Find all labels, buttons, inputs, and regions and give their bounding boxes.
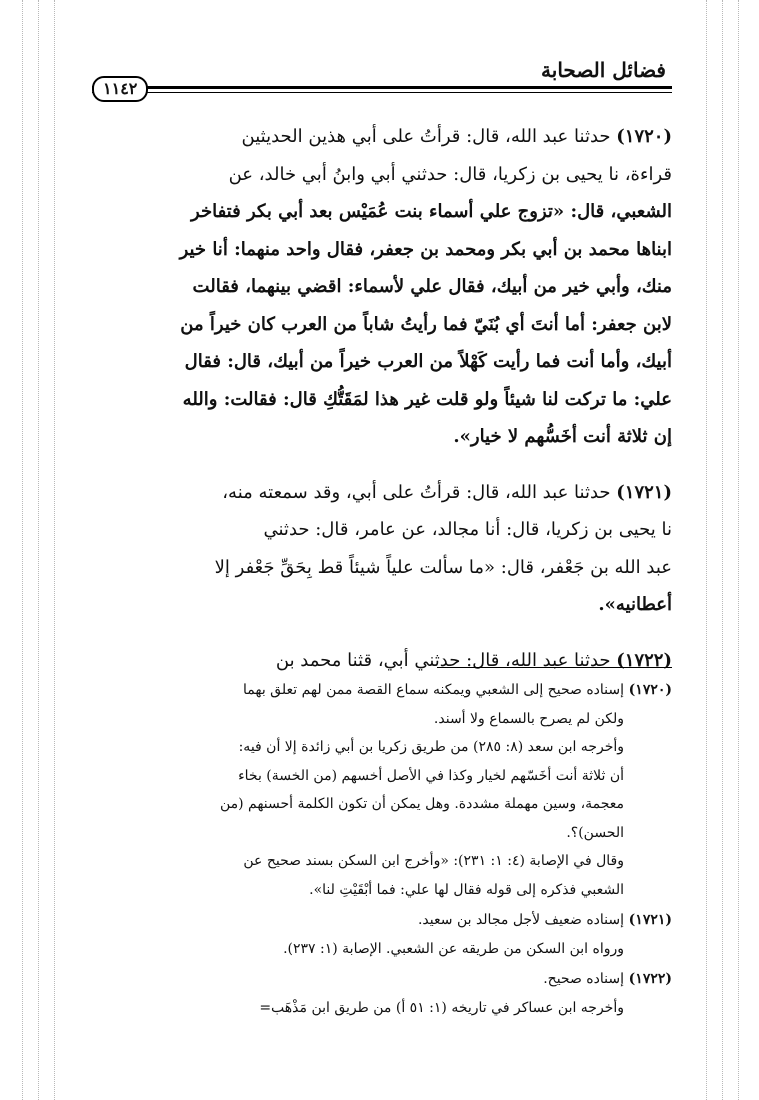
running-title: فضائل الصحابة — [541, 58, 666, 82]
text-line: إن ثلاثة أنت أخَسُّهم لا خيار». — [453, 426, 672, 447]
text-line: منك، وأبي خير من أبيك، فقال علي لأسماء: اقضي بينهما، فقالت — [192, 276, 672, 297]
footnote-line: (١٧٢١)إسناده ضعيف لأجل مجالد بن سعيد. — [92, 906, 672, 935]
footnote-number: (١٧٢٠) — [628, 682, 672, 698]
page-header — [92, 56, 672, 96]
header-rule-thin — [92, 92, 672, 93]
footnote-number: (١٧٢٢) — [628, 971, 672, 987]
footnote-1721 — [92, 906, 672, 963]
page-number: ١١٤٢ — [92, 76, 148, 102]
text-line: (١٧٢٢) حدثنا عبد الله، قال: حدثني أبي، قثنا محمد بن — [275, 649, 672, 671]
header-rule-thick — [92, 86, 672, 89]
footnote-line: وأخرجه ابن عساكر في تاريخه (١: ٥١ أ) من طريق ابن مَذْهَب= — [259, 999, 624, 1016]
footnote-line: (١٧٢٢)إسناده صحيح. — [92, 965, 672, 994]
hadith-1720 — [92, 118, 672, 456]
footnote-number: (١٧٢١) — [628, 912, 672, 928]
text-line: ابناها محمد بن أبي بكر ومحمد بن جعفر، فقال واحد منهما: أنا خير — [179, 238, 672, 260]
text-line: (١٧٢٠) حدثنا عبد الله، قال: قرأتُ على أبي هذين الحديثين — [241, 126, 672, 147]
footnote-separator — [437, 667, 672, 668]
footnote-line: أن ثلاثة أنت أخَسّهم لخيار وكذا في الأصل أخسهم (من الخسة) بخاء — [238, 767, 624, 784]
text-line: أبيك، وأما أنت فما رأيت كَهْلاً من العرب خيراً من أبيك، قال: فقال — [184, 351, 672, 372]
text-line: عبد الله بن جَعْفر، قال: «ما سألت علياً شيئاً قط بِحَقِّ جَعْفر إلا — [214, 556, 672, 578]
hadith-number: (١٧٢١) — [616, 481, 672, 503]
footnote-line: (١٧٢٠)إسناده صحيح إلى الشعبي ويمكنه سماع القصة ممن لهم تعلق بهما — [92, 676, 672, 705]
footnote-1722 — [92, 965, 672, 1022]
footnotes — [92, 676, 672, 1024]
text-line: لابن جعفر: أما أنتَ أي بُنَيّ فما رأيتُ شاباً من العرب كان خيراً من — [180, 313, 672, 335]
text-line: الشعبي، قال: «تزوج علي أسماء بنت عُمَيْس بعد أبي بكر فتفاخر — [191, 201, 672, 222]
footnote-line: الحسن)؟. — [566, 824, 624, 841]
hadith-number: (١٧٢٢) — [616, 649, 672, 671]
footnote-line: وأخرجه ابن سعد (٨: ٢٨٥) من طريق زكريا بن أبي زائدة إلا أن فيه: — [238, 739, 624, 755]
hadith-1721 — [92, 474, 672, 624]
footnote-line: معجمة، وسين مهملة مشددة. وهل يمكن أن تكون الكلمة أحسنهم (من — [219, 796, 624, 812]
text-line: قراءة، نا يحيى بن زكريا، قال: حدثني أبي وابنُ أبي خالد، عن — [228, 163, 672, 185]
hadith-1722 — [92, 642, 672, 680]
footnote-line: ورواه ابن السكن من طريقه عن الشعبي. الإصابة (١: ٢٣٧). — [283, 940, 624, 957]
hadith-number: (١٧٢٠) — [616, 126, 672, 147]
main-text — [92, 118, 672, 697]
text-line: أعطانيه». — [598, 594, 672, 615]
text-line: علي: ما تركت لنا شيئاً ولو قلت غير هذا لمَقَتُّكِ قال: فقالت: والله — [182, 388, 672, 410]
footnote-line: وقال في الإصابة (٤: ١: ٢٣١): «وأخرج ابن السكن بسند صحيح عن — [243, 853, 624, 869]
footnote-line: ولكن لم يصرح بالسماع ولا أسند. — [433, 710, 624, 727]
text-line: نا يحيى بن زكريا، قال: أنا مجالد، عن عامر، قال: حدثني — [263, 519, 672, 540]
footnote-line: الشعبي فذكره إلى قوله فقال لها علي: فما أبْقَيْتِ لنا». — [309, 881, 624, 898]
footnote-1720 — [92, 676, 672, 904]
text-line: (١٧٢١) حدثنا عبد الله، قال: قرأتُ على أبي، وقد سمعته منه، — [222, 481, 672, 503]
